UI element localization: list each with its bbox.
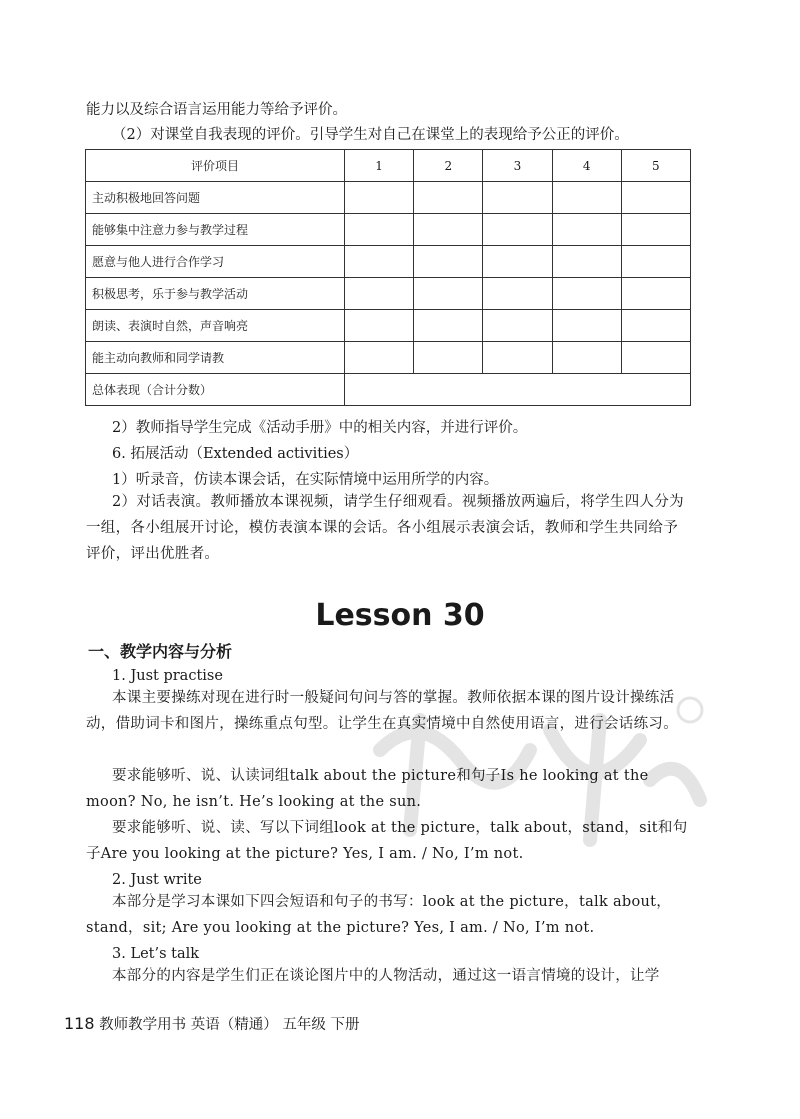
evaluation-table — [85, 149, 691, 406]
subsection-1-para-3: 要求能够听、说、读、写以下词组look at the picture，talk about，stand，sit和句子Are you looking at the picture? Yes, I am. / No, I’m not. — [86, 820, 688, 862]
intro-line: 能力以及综合语言运用能力等给予评价。 — [86, 102, 347, 118]
score-cell — [345, 182, 414, 214]
score-cell — [414, 214, 483, 246]
score-cell — [345, 246, 414, 278]
extended-activities-heading: 6. 拓展活动（Extended activities） — [112, 446, 359, 462]
score-cell — [483, 310, 552, 342]
score-cell — [552, 246, 621, 278]
subsection-title-1: 1. Just practise — [112, 668, 223, 684]
subsection-1-para-1: 本课主要操练对现在进行时一般疑问句问与答的掌握。教师依据本课的图片设计操练活动，借助词卡和图片，操练重点句型。让学生在真实情境中自然使用语言，进行会话练习。 — [86, 690, 678, 732]
publisher-watermark — [360, 690, 720, 850]
table-header-row — [86, 150, 691, 182]
score-cell — [483, 214, 552, 246]
table-total-label: 总体表现（合计分数） — [86, 374, 345, 406]
activity-item-2: 2）对话表演。教师播放本课视频，请学生仔细观看。视频播放两遍后，将学生四人分为一组，各小组展开讨论，模仿表演本课的会话。各小组展示表演会话，教师和学生共同给予评价，评出优胜者。 — [86, 494, 684, 562]
score-cell — [621, 246, 690, 278]
table-row — [86, 246, 691, 278]
table-row — [86, 310, 691, 342]
table-row-label: 积极思考，乐于参与教学活动 — [86, 278, 345, 310]
subsection-1-para-2: 要求能够听、说、认读词组talk about the picture和句子Is he looking at the moon? No, he isn’t. He’s looking at the sun. — [86, 768, 649, 810]
subsection-3-para-1: 本部分的内容是学生们正在谈论图片中的人物活动，通过这一语言情境的设计，让学 — [112, 968, 660, 984]
score-cell — [621, 278, 690, 310]
table-row — [86, 214, 691, 246]
table-row-label: 能够集中注意力参与教学过程 — [86, 214, 345, 246]
table-header-cell: 评价项目 — [86, 150, 345, 182]
score-cell — [414, 310, 483, 342]
score-cell — [621, 342, 690, 374]
book-title: 教师教学用书 英语（精通） 五年级 下册 — [99, 1017, 360, 1033]
table-total-row — [86, 374, 691, 406]
table-row-label: 愿意与他人进行合作学习 — [86, 246, 345, 278]
score-cell — [552, 278, 621, 310]
score-cell — [483, 182, 552, 214]
table-header-cell: 5 — [621, 150, 690, 182]
score-cell — [621, 310, 690, 342]
self-eval-intro: （2）对课堂自我表现的评价。引导学生对自己在课堂上的表现给予公正的评价。 — [112, 127, 629, 143]
table-header-cell: 2 — [414, 150, 483, 182]
table-row — [86, 278, 691, 310]
table-row — [86, 342, 691, 374]
score-cell — [483, 278, 552, 310]
table-header-cell: 3 — [483, 150, 552, 182]
table-row-label: 能主动向教师和同学请教 — [86, 342, 345, 374]
activity-item-1: 1）听录音，仿读本课会话，在实际情境中运用所学的内容。 — [112, 472, 499, 488]
page-footer — [64, 1013, 359, 1034]
score-cell — [345, 310, 414, 342]
total-score-cell — [345, 374, 691, 406]
score-cell — [414, 182, 483, 214]
table-header-cell: 1 — [345, 150, 414, 182]
table-row-label: 主动积极地回答问题 — [86, 182, 345, 214]
workbook-instruction: 2）教师指导学生完成《活动手册》中的相关内容，并进行评价。 — [112, 420, 528, 436]
score-cell — [552, 310, 621, 342]
score-cell — [552, 214, 621, 246]
score-cell — [414, 342, 483, 374]
lesson-title: Lesson 30 — [315, 598, 485, 633]
score-cell — [552, 342, 621, 374]
table-row — [86, 182, 691, 214]
score-cell — [414, 246, 483, 278]
score-cell — [483, 342, 552, 374]
score-cell — [483, 246, 552, 278]
score-cell — [345, 342, 414, 374]
page-number: 118 — [64, 1014, 95, 1033]
score-cell — [621, 214, 690, 246]
score-cell — [552, 182, 621, 214]
score-cell — [345, 278, 414, 310]
subsection-title-2: 2. Just write — [112, 872, 202, 888]
table-row-label: 朗读、表演时自然，声音响亮 — [86, 310, 345, 342]
subsection-title-3: 3. Let’s talk — [112, 946, 200, 962]
table-header-cell: 4 — [552, 150, 621, 182]
score-cell — [414, 278, 483, 310]
subsection-2-para-1: 本部分是学习本课如下四会短语和句子的书写：look at the picture，talk about，stand，sit; Are you looking at the picture? Yes, I am. / No, I’m not. — [86, 894, 672, 936]
score-cell — [345, 214, 414, 246]
score-cell — [621, 182, 690, 214]
section-heading: 一、教学内容与分析 — [88, 642, 233, 661]
